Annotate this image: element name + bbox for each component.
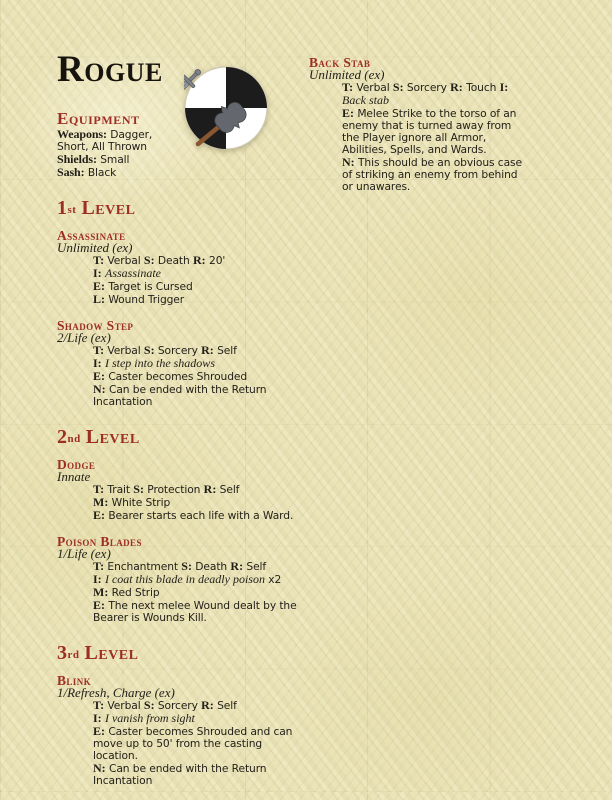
incantation-text: I vanish from sight [104, 711, 195, 725]
stat-text: This should be an obvious case of striking an enemy from behind or unawares. [342, 156, 522, 193]
stat-tag: S: [133, 482, 144, 496]
level-section [57, 642, 310, 787]
ability-stats [93, 344, 310, 408]
stat-line [93, 370, 310, 383]
stat-tag: E: [93, 508, 105, 522]
stat-tag: R: [193, 253, 206, 267]
stat-line [93, 293, 310, 306]
stat-line [342, 81, 527, 107]
stat-line [93, 509, 310, 522]
stat-tag: T: [93, 698, 105, 712]
level-heading [57, 426, 310, 450]
equipment-list [57, 128, 179, 179]
level-ordinal: st [67, 204, 77, 216]
stat-text: White Strip [111, 496, 171, 509]
stat-line [93, 383, 310, 408]
stat-tag: T: [93, 253, 105, 267]
ability-stats [93, 483, 310, 522]
stat-tag: S: [181, 559, 192, 573]
stat-line [93, 280, 310, 293]
stat-text: Caster becomes Shrouded and can move up to 50' from the casting location. [93, 725, 293, 762]
stat-tag: R: [203, 482, 217, 496]
level-word: Level [85, 426, 140, 448]
stat-tag: M: [93, 585, 109, 599]
stat-line [342, 107, 527, 156]
ability-name: Dodge [57, 457, 96, 472]
stat-tag: T: [93, 482, 105, 496]
ability-stats [93, 254, 310, 306]
equipment-item-label: Weapons: [57, 127, 107, 141]
stat-line [93, 483, 310, 496]
stat-tag: L: [93, 292, 105, 306]
stat-text: Enchantment [107, 560, 178, 573]
ability-usage: Unlimited (ex) [57, 240, 133, 255]
ability-block [57, 319, 310, 408]
stat-tag: E: [93, 279, 105, 293]
stat-line [93, 712, 310, 725]
equipment-item-label: Sash: [57, 165, 85, 179]
equipment-item-label: Shields: [57, 152, 97, 166]
stat-text: 20' [209, 254, 226, 267]
level-section [57, 197, 310, 408]
stat-text: Melee Strike to the torso of an enemy that is turned away from the Player ignore all Armor, Abilities, Spells, and Wards. [342, 107, 517, 156]
stat-line [93, 357, 310, 370]
level-heading [57, 642, 310, 666]
equipment-item-value: Black [87, 166, 117, 179]
stat-text: Protection [147, 483, 201, 496]
stat-tag: S: [143, 698, 155, 712]
stat-text: Self [246, 560, 267, 573]
stat-text: Touch [466, 81, 497, 94]
stat-tag: R: [201, 698, 214, 712]
stat-tag: R: [201, 343, 214, 357]
stat-tag: E: [93, 598, 105, 612]
ability-stats [93, 560, 310, 624]
stat-tag: T: [93, 559, 105, 573]
stat-line [342, 156, 527, 193]
stat-text: Verbal [107, 254, 141, 267]
stat-tag: T: [93, 343, 105, 357]
ability-name: Assassinate [57, 228, 126, 243]
ability-name: Shadow Step [57, 318, 134, 333]
ability-block [309, 56, 527, 193]
stat-tag: N: [93, 382, 106, 396]
stat-line [93, 267, 310, 280]
ability-usage: 1/Life (ex) [57, 546, 111, 561]
incantation-text: I coat this blade in deadly poison [104, 572, 265, 586]
level-numeral: 3 [57, 642, 68, 664]
level-ordinal: rd [67, 649, 80, 661]
ability-stats [93, 699, 310, 787]
stat-text: Wound Trigger [108, 293, 185, 306]
stat-text: Verbal [107, 699, 141, 712]
stat-text: Sorcery [157, 699, 198, 712]
equipment-item [57, 128, 179, 153]
stat-tag: T: [342, 80, 354, 94]
ability-stats [342, 81, 527, 193]
stat-tag: N: [93, 761, 106, 775]
stat-tag: I: [93, 356, 102, 370]
stat-line [93, 586, 310, 599]
stat-text: Bearer starts each life with a Ward. [108, 509, 294, 522]
equipment-item [57, 166, 179, 179]
stat-text: Self [219, 483, 240, 496]
equipment-item-value: Small [100, 153, 130, 166]
level-heading [57, 197, 310, 221]
equipment-section [57, 110, 179, 179]
stat-tag: M: [93, 495, 109, 509]
level-sections [57, 197, 310, 787]
stat-text: Self [217, 344, 237, 357]
stat-text: x2 [268, 573, 282, 586]
stat-line [93, 762, 310, 787]
stat-tag: I: [93, 266, 102, 280]
stat-text: The next melee Wound dealt by the Bearer is Wounds Kill. [93, 599, 297, 624]
stat-line [93, 496, 310, 509]
ability-usage: Innate [57, 469, 91, 484]
ability-block [57, 229, 310, 306]
stat-tag: R: [450, 80, 463, 94]
equipment-heading: Equipment [57, 109, 140, 128]
stat-tag: N: [342, 155, 355, 169]
stat-line [93, 573, 310, 586]
incantation-text: I step into the shadows [104, 356, 215, 370]
stat-tag: I: [93, 711, 102, 725]
stat-tag: E: [93, 369, 105, 383]
left-column [57, 50, 310, 800]
stat-text: Sorcery [157, 344, 198, 357]
stat-text: Death [157, 254, 190, 267]
stat-tag: S: [143, 253, 155, 267]
stat-tag: S: [143, 343, 155, 357]
stat-tag: I: [499, 80, 509, 94]
level-numeral: 2 [57, 426, 68, 448]
level-section [57, 426, 310, 624]
ability-block [57, 535, 310, 624]
stat-text: Sorcery [406, 81, 447, 94]
level-word: Level [81, 197, 136, 219]
page-title: Rogue [57, 49, 163, 90]
stat-text: Red Strip [111, 586, 160, 599]
stat-text: Trait [107, 483, 130, 496]
right-column [309, 56, 527, 206]
stat-text: Can be ended with the Return Incantation [93, 762, 267, 787]
level-ordinal: nd [67, 433, 81, 445]
level-word: Level [84, 642, 139, 664]
stat-text: Can be ended with the Return Incantation [93, 383, 267, 408]
level-numeral: 1 [57, 197, 68, 219]
stat-text: Death [195, 560, 228, 573]
ability-block [57, 674, 310, 787]
stat-tag: E: [93, 724, 105, 738]
ability-usage: 2/Life (ex) [57, 330, 111, 345]
stat-text: Target is Cursed [108, 280, 193, 293]
stat-text: Verbal [356, 81, 390, 94]
stat-line [93, 725, 310, 762]
stat-line [93, 599, 310, 624]
ability-name: Back Stab [309, 55, 371, 70]
ability-usage: 1/Refresh, Charge (ex) [57, 685, 175, 700]
incantation-text: Back stab [342, 93, 389, 107]
ability-usage: Unlimited (ex) [309, 67, 385, 82]
ability-name: Blink [57, 673, 92, 688]
stat-tag: R: [230, 559, 244, 573]
ability-name: Poison Blades [57, 534, 142, 549]
stat-tag: E: [342, 106, 354, 120]
stat-text: Verbal [107, 344, 141, 357]
ability-block [57, 458, 310, 522]
stat-text: Caster becomes Shrouded [108, 370, 248, 383]
stat-tag: S: [392, 80, 404, 94]
equipment-item-value: Dagger, Short, All Thrown [57, 128, 153, 153]
right-column-abilities [309, 56, 527, 193]
stat-text: Self [217, 699, 237, 712]
incantation-text: Assassinate [104, 266, 161, 280]
stat-tag: I: [93, 572, 102, 586]
